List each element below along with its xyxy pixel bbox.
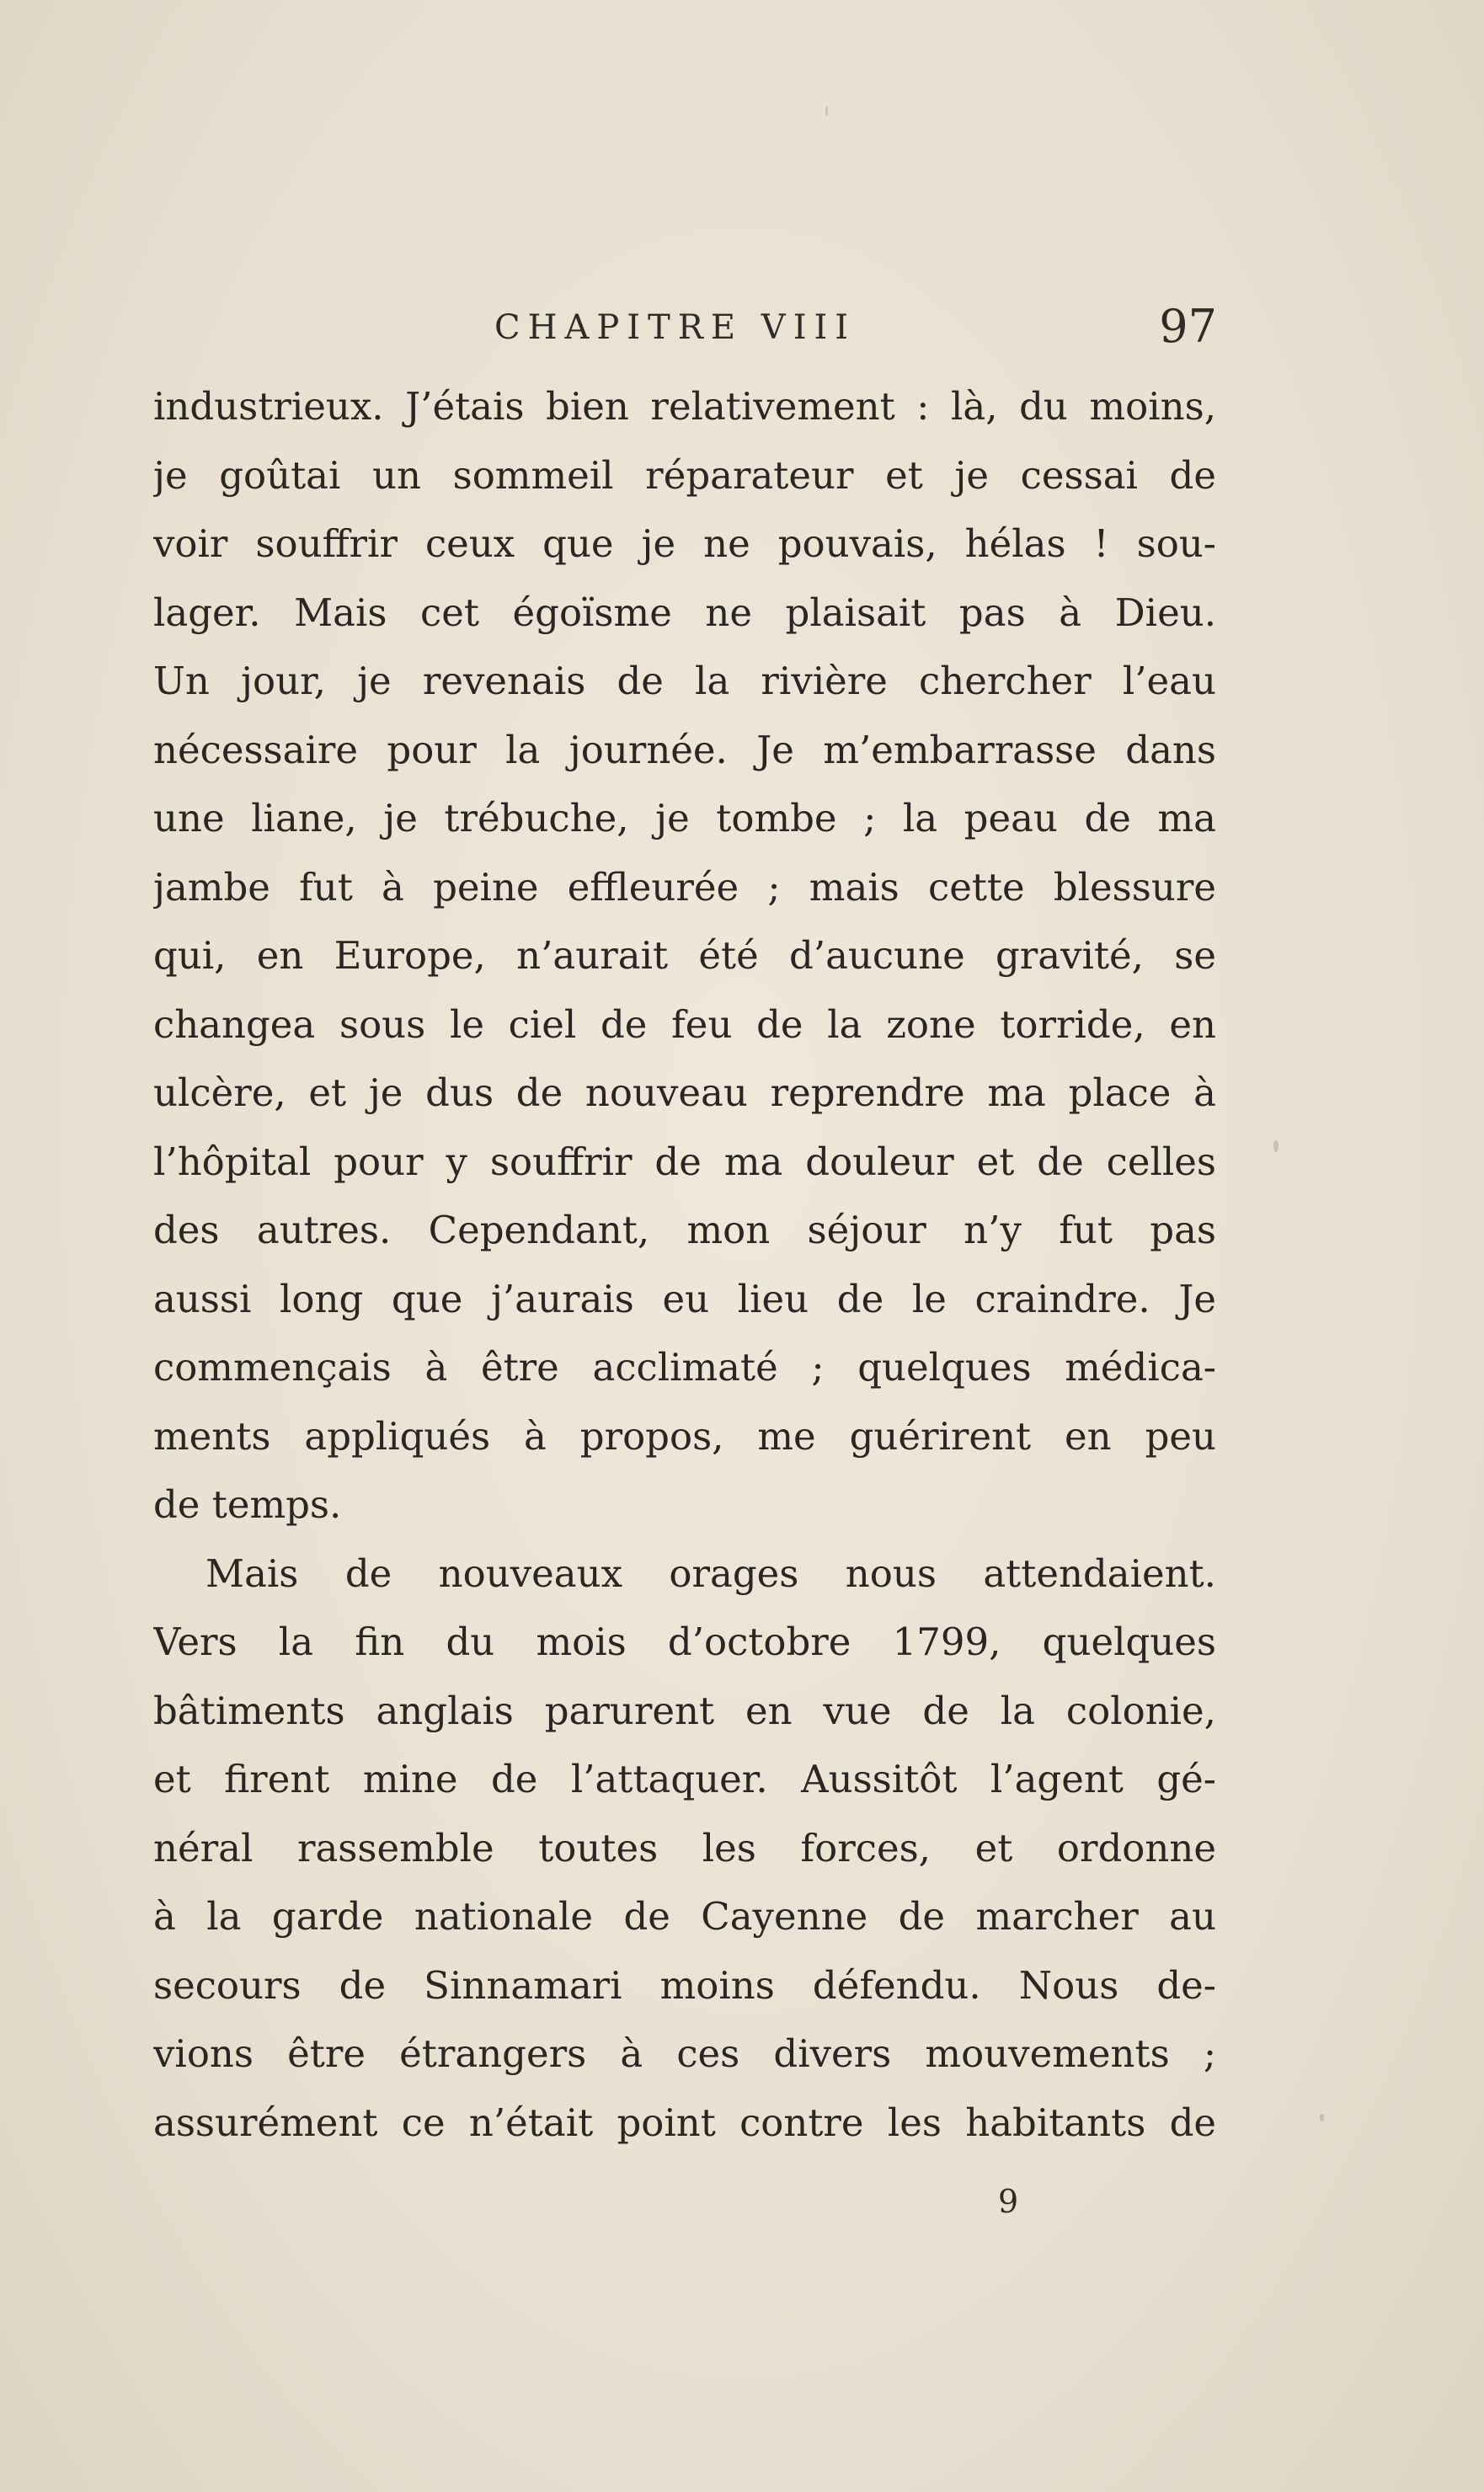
- signature-mark: 9: [998, 2183, 1019, 2220]
- paper-speck: [825, 106, 828, 116]
- text-line: commençais à être acclimaté ; quelques médica-: [153, 1345, 1216, 1390]
- text-line: et firent mine de l’attaquer. Aussitôt l’agent gé-: [153, 1757, 1216, 1801]
- text-line: des autres. Cependant, mon séjour n’y fut pas: [153, 1208, 1216, 1252]
- paper-speck: [1320, 2114, 1324, 2121]
- text-line: qui, en Europe, n’aurait été d’aucune gravité, se: [153, 933, 1216, 978]
- text-line: Un jour, je revenais de la rivière chercher l’eau: [153, 659, 1216, 703]
- paragraph-end-line: de temps.: [153, 1482, 342, 1527]
- text-line: changea sous le ciel de feu de la zone torride, en: [153, 1001, 1216, 1047]
- page-number: 97: [1159, 300, 1217, 353]
- text-line: néral rassemble toutes les forces, et ordonne: [153, 1825, 1216, 1870]
- text-line: lager. Mais cet égoïsme ne plaisait pas à Dieu.: [153, 590, 1216, 635]
- text-line: secours de Sinnamari moins défendu. Nous de-: [153, 1962, 1216, 2008]
- text-line: aussi long que j’aurais eu lieu de le craindre. Je: [153, 1276, 1216, 1321]
- running-title: CHAPITRE VIII: [494, 308, 857, 347]
- text-line: je goûtai un sommeil réparateur et je cessai de: [153, 452, 1216, 498]
- text-line: à la garde nationale de Cayenne de marcher au: [153, 1894, 1216, 1939]
- text-line: voir souffrir ceux que je ne pouvais, hélas ! sou-: [153, 521, 1216, 566]
- text-line: nécessaire pour la journée. Je m’embarrasse dans: [153, 727, 1216, 772]
- page-header: [156, 300, 1217, 359]
- text-line: ments appliqués à propos, me guérirent en peu: [153, 1413, 1216, 1459]
- text-line: assurément ce n’était point contre les habitants de: [153, 2100, 1216, 2145]
- text-line: jambe fut à peine effleurée ; mais cette blessure: [153, 864, 1216, 910]
- body-text: [153, 372, 1216, 2157]
- paper-speck: [1273, 1140, 1278, 1152]
- text-line: une liane, je trébuche, je tombe ; la peau de ma: [153, 796, 1216, 840]
- text-line: l’hôpital pour y souffrir de ma douleur et de celles: [153, 1139, 1216, 1184]
- text-line: bâtiments anglais parurent en vue de la colonie,: [153, 1688, 1216, 1733]
- text-line: vions être étrangers à ces divers mouvements ;: [153, 2031, 1216, 2076]
- text-line: industrieux. J’étais bien relativement : là, du moins,: [153, 384, 1216, 429]
- paragraph-start-line: Mais de nouveaux orages nous attendaient.: [206, 1550, 1216, 1596]
- text-line: ulcère, et je dus de nouveau reprendre ma place à: [153, 1070, 1216, 1115]
- text-line: Vers la fin du mois d’octobre 1799, quelques: [153, 1620, 1216, 1664]
